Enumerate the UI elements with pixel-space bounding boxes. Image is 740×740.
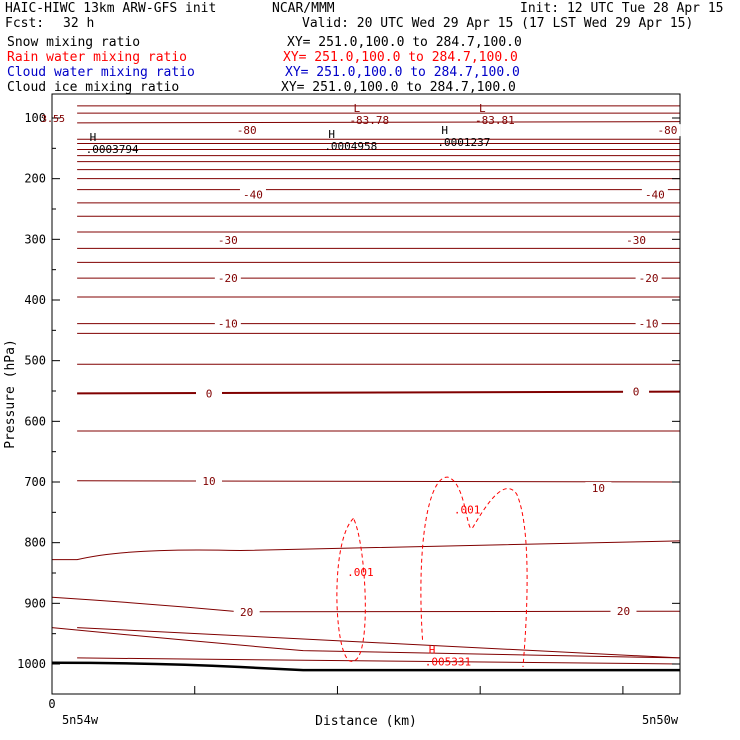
y-tick-label: 400: [24, 293, 46, 307]
field-xy-cloud-ice: XY= 251.0,100.0 to 284.7,100.0: [281, 80, 516, 95]
chart-labels: [3, 102, 680, 729]
field-xy-cloud-water: XY= 251.0,100.0 to 284.7,100.0: [285, 65, 520, 80]
rain-label: .001: [347, 566, 374, 580]
y-tick-label: 300: [24, 232, 46, 247]
temperature-label: -20: [217, 272, 238, 286]
y-tick-label: 600: [24, 414, 46, 429]
extremum-mark: L: [353, 101, 361, 115]
temperature-label: 0: [205, 387, 213, 401]
x-tick-label: 0: [48, 697, 56, 711]
header-org: NCAR/MMM: [272, 1, 335, 16]
temperature-contours: [52, 106, 680, 664]
y-tick-label: 200: [24, 171, 46, 186]
temperature-label: 20: [616, 605, 631, 619]
y-tick-label: 900: [24, 596, 46, 611]
header-valid: Valid: 20 UTC Wed 29 Apr 15 (17 LST Wed 29 Apr 15): [302, 16, 694, 31]
header-init: Init: 12 UTC Tue 28 Apr 15: [520, 1, 724, 16]
extremum-value: -83.78: [349, 113, 390, 127]
temperature-label: 10: [202, 474, 216, 488]
field-xy-snow: XY= 251.0,100.0 to 284.7,100.0: [287, 35, 522, 50]
header-model: HAIC-HIWC 13km ARW-GFS init: [5, 1, 217, 16]
temperature-label: -10: [638, 317, 659, 331]
temperature-label: -20: [638, 272, 659, 286]
field-name-cloud-water: Cloud water mixing ratio: [7, 65, 195, 80]
temperature-label: -40: [644, 188, 665, 202]
header-fcst-value: 32 h: [63, 16, 95, 31]
terrain-line: [52, 663, 680, 670]
temperature-contour: [77, 481, 680, 482]
extremum-mark: H: [89, 131, 97, 145]
extremum-mark: H: [328, 128, 335, 142]
temperature-label: 0: [632, 385, 640, 399]
x-end-label-right: 5n50w: [641, 713, 679, 727]
temperature-label: 10: [591, 482, 605, 496]
y-tick-label: 500: [24, 353, 46, 368]
temperature-contour: [52, 541, 680, 560]
temperature-label: -80: [657, 124, 678, 138]
x-end-label-left: 5n54w: [61, 713, 99, 727]
y-tick-label: 1000: [17, 657, 46, 671]
temperature-label: 20: [240, 605, 254, 619]
terrain-contour: [52, 663, 680, 670]
temperature-contour: [77, 628, 680, 658]
y-tick-label: 800: [24, 535, 46, 550]
temperature-label: -10: [217, 317, 238, 331]
extremum-value: .005331: [424, 655, 472, 669]
extremum-value: .0004958: [324, 140, 378, 154]
y-tick-label: 700: [24, 475, 46, 489]
extremum-value: -83.81: [475, 113, 515, 127]
temperature-contour: [77, 392, 680, 394]
rain-label: .001: [453, 503, 481, 517]
temperature-label: -30: [626, 233, 646, 247]
left-edge-label: 3.55: [40, 114, 66, 125]
temperature-contour: [52, 597, 680, 612]
extremum-mark: L: [479, 101, 486, 115]
x-axis-label: Distance (km): [315, 714, 417, 729]
y-tick-label: 100: [24, 111, 46, 125]
extremum-mark: H: [428, 643, 436, 657]
temperature-label: -30: [217, 233, 238, 247]
temperature-label: -40: [243, 188, 263, 202]
y-axis-label: Pressure (hPa): [3, 339, 18, 449]
field-name-rain: Rain water mixing ratio: [7, 50, 188, 65]
extremum-mark: H: [441, 123, 448, 137]
field-name-snow: Snow mixing ratio: [7, 35, 141, 50]
field-xy-rain: XY= 251.0,100.0 to 284.7,100.0: [283, 50, 518, 65]
rain-contour: [337, 518, 365, 661]
extremum-value: .0003794: [85, 143, 139, 157]
field-name-cloud-ice: Cloud ice mixing ratio: [7, 80, 180, 95]
extremum-value: .0001237: [437, 135, 491, 149]
temperature-label: -80: [236, 124, 257, 138]
header-fcst-label: Fcst:: [5, 16, 45, 31]
